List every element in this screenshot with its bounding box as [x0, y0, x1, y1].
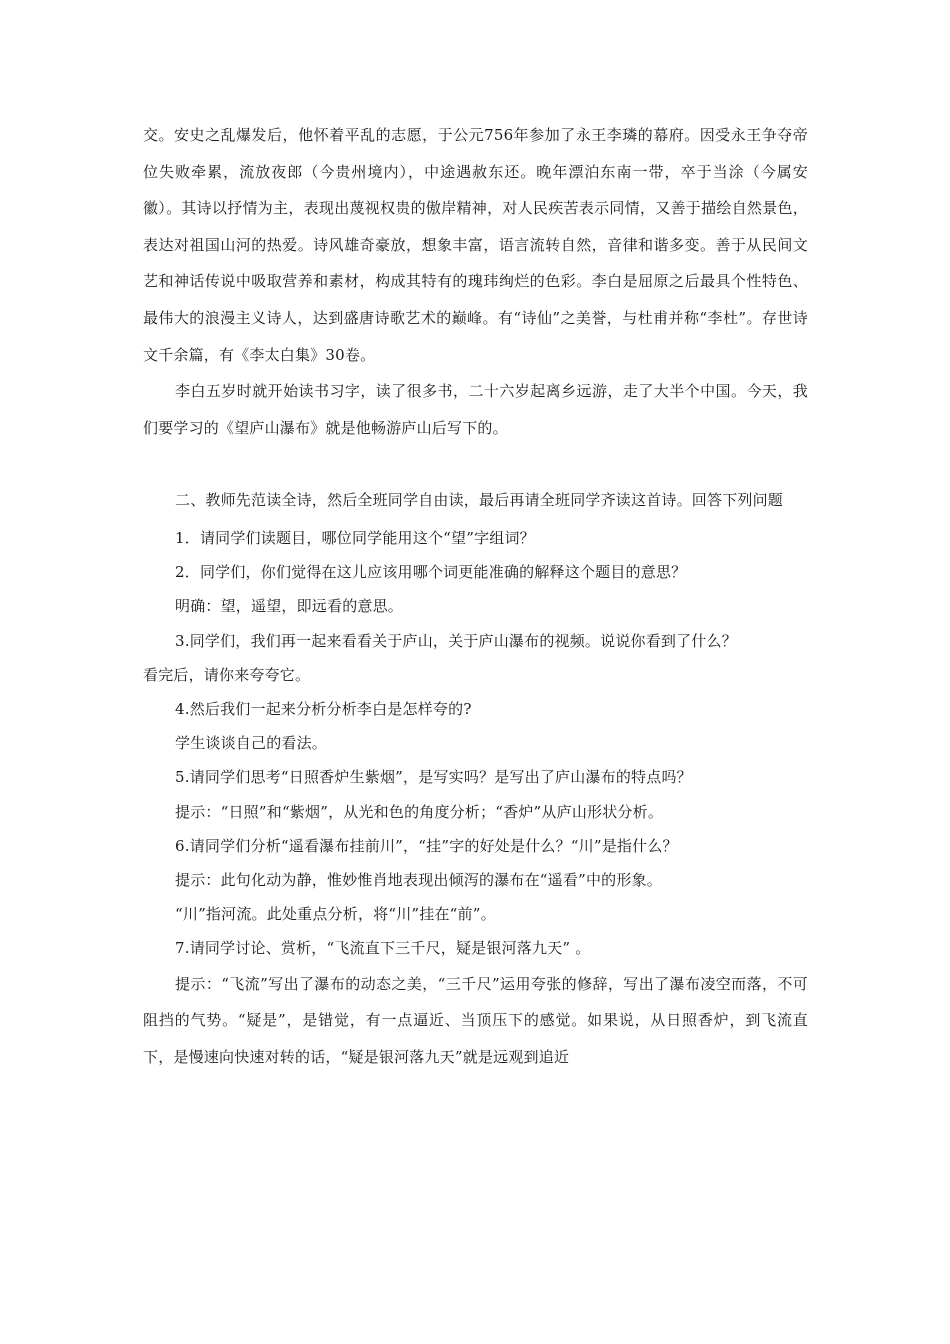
question-5: 5.请同学们思考“日照香炉生紫烟”，是写实吗？是写出了庐山瀑布的特点吗？: [175, 768, 692, 787]
hint-6: 提示：此句化动为静，惟妙惟肖地表现出倾泻的瀑布在“遥看”中的形象。: [175, 870, 662, 889]
hint-5: 提示：“日照”和“紫烟”，从光和色的角度分析；“香炉”从庐山形状分析。: [175, 802, 664, 821]
question-list: [143, 521, 808, 966]
question-3-continued: 看完后，请你来夸夸它。: [143, 665, 311, 684]
answer-2: 明确：望，遥望，即远看的意思。: [175, 597, 404, 616]
question-1: 1．请同学们读题目，哪位同学能用这个“望”字组词？: [175, 528, 535, 547]
question-2: 2．同学们，你们觉得在这儿应该用哪个词更能准确的解释这个题目的意思？: [175, 563, 687, 582]
question-3: 3.同学们，我们再一起来看看关于庐山，关于庐山瀑布的视频。说说你看到了什么？: [175, 631, 737, 650]
question-6: 6.请同学们分析“遥看瀑布挂前川”，“挂”字的好处是什么？“川”是指什么？: [175, 836, 678, 855]
intro-paragraph-li-bai-travels: 李白五岁时就开始读书习字，读了很多书，二十六岁起离乡远游，走了大半个中国。今天，我们要学习的《望庐山瀑布》就是他畅游庐山后写下的。: [143, 382, 808, 437]
paragraph-gap: [143, 446, 808, 482]
question-4: 4.然后我们一起来分析分析李白是怎样夸的?: [175, 699, 472, 718]
question-7: 7.请同学讨论、赏析，“飞流直下三千尺，疑是银河落九天” 。: [175, 939, 591, 958]
hint-6-continued: “川”指河流。此处重点分析，将“川”挂在“前”。: [175, 905, 496, 924]
answer-4: 学生谈谈自己的看法。: [175, 734, 328, 753]
document-page: [143, 117, 808, 1076]
section-two-heading: 二、教师先范读全诗，然后全班同学自由读，最后再请全班同学齐读这首诗。回答下列问题: [175, 491, 784, 510]
hint-7: 提示：“飞流”写出了瀑布的动态之美，“三千尺”运用夸张的修辞，写出了瀑布凌空而落，不可阻挡的气势。“疑是”，是错觉，有一点逼近、当顶压下的感觉。如果说，从日照香炉，到飞流直下，是慢速向快速对转的话，“疑是银河落九天”就是远观到追近: [143, 974, 808, 1067]
intro-paragraph-li-bai-biography: 交。安史之乱爆发后，他怀着平乱的志愿，于公元756年参加了永王李璘的幕府。因受永王争夺帝位失败牵累，流放夜郎（今贵州境内），中途遇赦东还。晚年漂泊东南一带，卒于当涂（今属安徽）。其诗以抒情为主，表现出蔑视权贵的傲岸精神，对人民疾苦表示同情，又善于描绘自然景色，表达对祖国山河的热爱。诗风雄奇豪放，想象丰富，语言流转自然，音律和谐多变。善于从民间文艺和神话传说中吸取营养和素材，构成其特有的瑰玮绚烂的色彩。李白是屈原之后最具个性特色、最伟大的浪漫主义诗人，达到盛唐诗歌艺术的巅峰。有“诗仙”之美誉，与杜甫并称“李杜”。存世诗文千余篇，有《李太白集》30卷。: [143, 126, 808, 364]
